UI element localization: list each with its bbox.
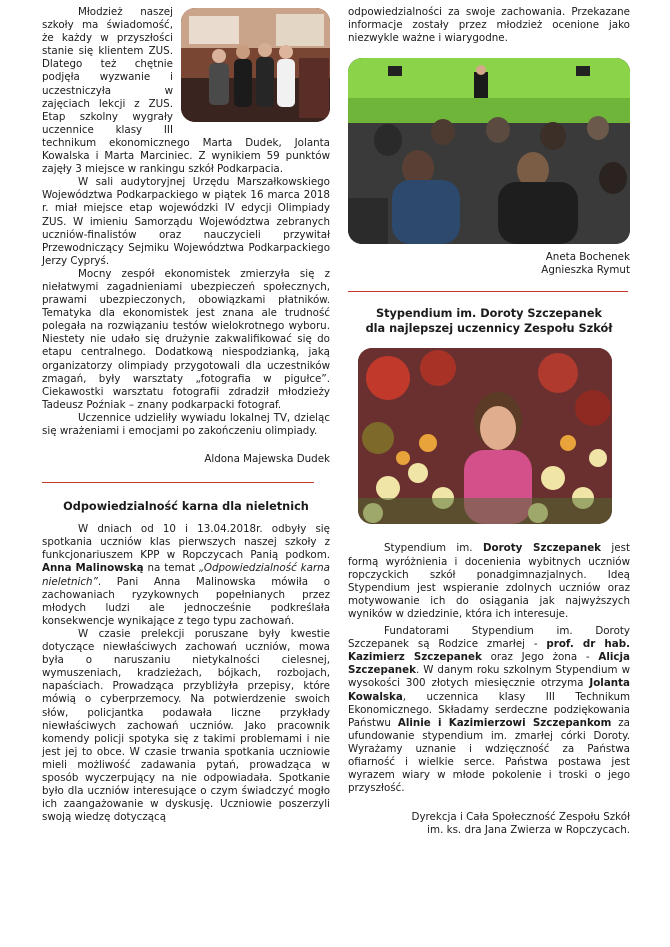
lecture-hall-photo [348, 58, 630, 244]
scholarship-patron-name: Doroty Szczepanek [482, 542, 602, 555]
article1-text-rest: uczennice klasy III technikum ekonomicznego Marta Dudek, Jolanta Kowalska i Marta Marciniec. Z wynikiem 59 punktów zajęły 3 miejsce w rankingu szkół Podkarpacia. [42, 123, 330, 176]
article3-title-line-2: dla najlepszej uczennicy Zespołu Szkół [365, 322, 613, 336]
article3-title-line-1: Stypendium im. Doroty Szczepanek [375, 307, 602, 321]
photo-credit-2: Agnieszka Rymut [541, 264, 630, 277]
a3-p2-text-d: , uczennica klasy III Technikum Ekonomicznego. Składamy serdeczne podziękowania Państwu [348, 690, 630, 729]
article2-text-a: W dniach od 10 i 13.04.2018r. odbyły się spotkania uczniów klas pierwszych naszej szkoły z funkcjonariuszem KPP w Ropczycach Panią podkom. [42, 523, 330, 562]
photo-credit-1: Aneta Bochenek [545, 251, 630, 264]
founder-name-2: Alicja Szczepanek [348, 651, 631, 677]
article2-paragraph-1 [42, 523, 330, 628]
article1-text-wrap: Młodzież naszej szkoły ma świadomość, że każdy w przyszłości stanie się klientem ZUS. Dlatego też chętnie podjęła wyzwanie i uczestniczyła w zajęciach lekcji z ZUS. Etap szkolny wygrały [42, 6, 173, 123]
article1-paragraph-3: Mocny zespół ekonomistek zmierzyła się z niełatwymi zagadnieniami ubezpieczeń społecznych, prawami ubezpieczonych, obowiązkami płatników. Tematyka dla ekonomistek jest znana ale trudność polegała na rozwiązaniu testów wielokrotnego wyboru. Niestety nie udało się drużynie zakwalifikować się do etapu centralnego. Dodatkową niespodzianką, jaką organizatorzy olimpiady przygotowali dla uczestników zmagań, były warsztaty „fotografia w pigułce”. Ciekawostki warsztatu fotografii zdradził młodzieży Tadeusz Poźniak – znany podkarpacki fotograf. [42, 267, 330, 411]
a3-text-b: jest formą wyróżnienia i docenienia wybitnych uczniów ropczyckich szkół ponadgimnazjalnych. Ideą Stypendium jest wspieranie zdolnych uczniów oraz motywowanie ich do osiągania jak najwyższych wyników w dziedzinie, która ich interesuje. [348, 542, 631, 620]
a3-text-a: Stypendium im. [384, 542, 483, 555]
lecturer-last-name: Malinowską [75, 562, 144, 575]
section-divider-right [348, 291, 628, 292]
founder-name-1: prof. dr hab. Kazimierz Szczepanek [348, 638, 630, 664]
article3-paragraph-1 [348, 542, 630, 621]
right-column [348, 6, 630, 837]
article2-title: Odpowiedzialność karna dla nieletnich [63, 500, 309, 514]
article3-signature-1: Dyrekcja i Cała Społeczność Zespołu Szkół [411, 811, 630, 824]
scholarship-recipient: Jolanta Kowalska [348, 677, 630, 703]
article1-signature: Aldona Majewska Dudek [204, 453, 330, 466]
a3-p2-text-b: oraz Jego żona - [481, 651, 599, 664]
article2-paragraph-2: W czasie prelekcji poruszane były kwestie dotyczące niewłaściwych zachowań uczniów, mowa była o naruszaniu nietykalności cielesnej, wymuszeniach, kradzieżach, bójkach, rozbojach, napaściach. Prowadząca przybliżyła przepisy, które mówią o cyberprzemocy. Na potwierdzenie swoich słów, policjantka podawała liczne przykłady niewłaściwych zachowań uczniów. Jako pracownik komendy policji spotyka się z takimi problemami i nie jest jej to obce. W czasie trwania spotkania uczniowie mieli możliwość zadawania pytań, prowadząca w sposób wyczerpujący na nie odpowiadała. Spotkanie było dla uczniów interesujące o czym świadczyć mogło ich zaangażowanie w dyskusję. Uczniowie poszerzyli swoją wiedzę dotyczącą [42, 627, 330, 824]
article3-paragraph-2 [348, 625, 630, 795]
founders-thanked: Alinie i Kazimierzowi Szczepankom [397, 716, 612, 729]
article2-continuation: odpowiedzialności za swoje zachowania. Przekazane informacje zostały przez młodzież ocenione jako niezwykle ważne i wiarygodne. [348, 6, 630, 45]
lecturer-first-name: Anna [42, 562, 72, 575]
lecture-topic: „Odpowiedzialność karna nieletnich” [42, 562, 330, 588]
a3-p2-text-e: za ufundowanie stypendium im. zmarłej córki Doroty. Wyrażamy uznanie i wdzięczność za Państwa ofiarność i wielkie serce. Państwa postawa jest wyrazem wiary w młode pokolenie i troski o jego przyszłość. [348, 716, 630, 795]
portrait-with-flowers-photo [358, 348, 612, 524]
a3-p2-text-c: . W danym roku szkolnym Stypendium w wysokości 300 złotych miesięcznie otrzyma [348, 664, 630, 690]
article3-signature-2: im. ks. dra Jana Zwierza w Ropczycach. [427, 824, 630, 837]
a3-p2-text-a: Fundatorami Stypendium im. Doroty Szczepanek są Rodzice zmarłej - [348, 625, 630, 651]
left-column [42, 6, 330, 824]
article1-paragraph-2: W sali audytoryjnej Urzędu Marszałkowskiego Województwa Podkarpackiego w piątek 16 marca 2018 r. miał miejsce etap wojewódzki IV edycji Olimpiady ZUS. W imieniu Samorządu Województwa zebranych uczniów-finalistów oraz nauczycieli przywitał Przewodniczący Sejmiku Województwa Podkarpackiego Jerzy Cypryś. [42, 176, 330, 267]
olympiad-group-photo [181, 8, 330, 122]
article2-text-c: . Pani Anna Malinowska mówiła o zachowaniach ryzykownych popełnianych przez młodych ludzi ale jednocześnie podkreślała konsekwencje wynikające z tego typu zachowań. [42, 575, 330, 627]
article2-text-b: na temat [143, 562, 199, 575]
section-divider [42, 482, 314, 483]
article1-paragraph-4: Uczennice udzieliły wywiadu lokalnej TV, dzieląc się wrażeniami i emocjami po zakończeniu olimpiady. [42, 411, 330, 437]
